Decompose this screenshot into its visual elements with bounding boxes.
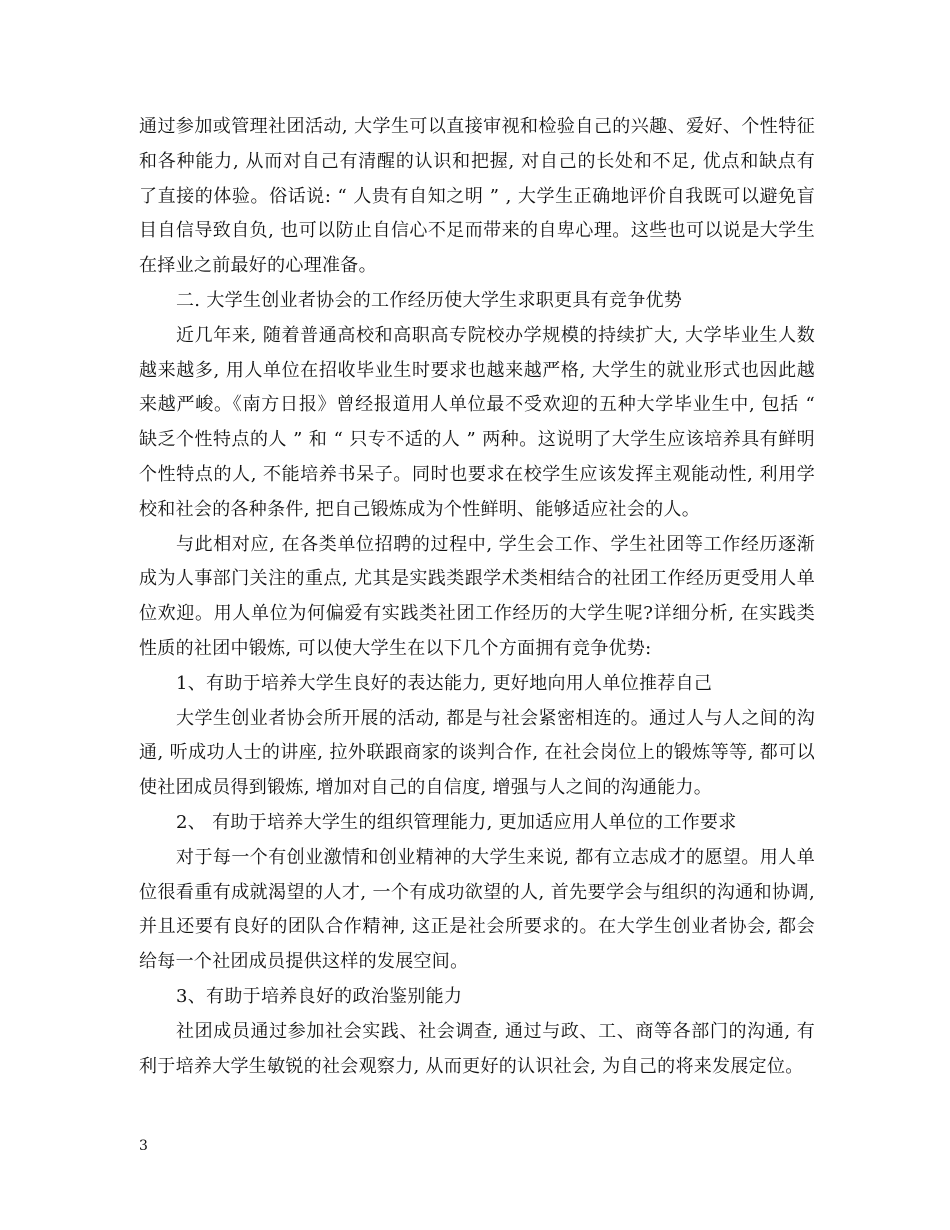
paragraph-self-assessment: 通过参加或管理社团活动, 大学生可以直接审视和检验自己的兴趣、爱好、个性特征和各种能力, 从而对自己有清醒的认识和把握, 对自己的长处和不足, 优点和缺点有了直接的体验。俗话说: “ 人贵有自知之明 ” , 大学生正确地评价自我既可以避免盲目自信导致自负, 也可以防止自信心不足而带来的自卑心理。这些也可以说是大学生在择业之前最好的心理准备。 (139, 116, 815, 277)
subheading-expression-ability: 1、有助于培养大学生良好的表达能力, 更好地向用人单位推荐自己 (176, 672, 713, 694)
paragraph-employment-situation: 近几年来, 随着普通高校和高职高专院校办学规模的持续扩大, 大学毕业生人数越来越多, 用人单位在招收毕业生时要求也越来越严格, 大学生的就业形式也因此越来越严峻。《南方日报》曾经报道用人单位最不受欢迎的五种大学毕业生中, 包括 “ 缺乏个性特点的人 ” 和 “ 只专不适的人 ” 两种。这说明了大学生应该培养具有鲜明个性特点的人, 不能培养书呆子。同时也要求在校学生应该发挥主观能动性, 利用学校和社会的各种条件, 把自己锻炼成为个性鲜明、能够适应社会的人。 (139, 324, 815, 520)
paragraph-expression-ability: 大学生创业者协会所开展的活动, 都是与社会紧密相连的。通过人与人之间的沟通, 听成功人士的讲座, 拉外联跟商家的谈判合作, 在社会岗位上的锻炼等等, 都可以使社团成员得到锻炼, 增加对自己的自信度, 增强与人之间的沟通能力。 (139, 707, 815, 799)
subheading-management-ability: 2、 有助于培养大学生的组织管理能力, 更加适应用人单位的工作要求 (176, 811, 737, 833)
paragraph-recruitment-focus: 与此相对应, 在各类单位招聘的过程中, 学生会工作、学生社团等工作经历逐渐成为人事部门关注的重点, 尤其是实践类跟学术类相结合的社团工作经历更受用人单位欢迎。用人单位为何偏爱有实践类社团工作经历的大学生呢?详细分析, 在实践类性质的社团中锻炼, 可以使大学生在以下几个方面拥有竞争优势: (139, 533, 815, 659)
section-heading-competitive-advantage: 二. 大学生创业者协会的工作经历使大学生求职更具有竞争优势 (176, 289, 683, 311)
document-body (139, 110, 815, 1084)
subheading-political-ability: 3、有助于培养良好的政治鉴别能力 (176, 985, 463, 1007)
paragraph-management-ability: 对于每一个有创业激情和创业精神的大学生来说, 都有立志成才的愿望。用人单位很看重有成就渴望的人才, 一个有成功欲望的人, 首先要学会与组织的沟通和协调, 并且还要有良好的团队合作精神, 这正是社会所要求的。在大学生创业者协会, 都会给每一个社团成员提供这样的发展空间。 (139, 846, 815, 973)
page-number: 3 (139, 1138, 148, 1154)
paragraph-political-ability: 社团成员通过参加社会实践、社会调查, 通过与政、工、商等各部门的沟通, 有利于培养大学生敏锐的社会观察力, 从而更好的认识社会, 为自己的将来发展定位。 (139, 1020, 815, 1077)
